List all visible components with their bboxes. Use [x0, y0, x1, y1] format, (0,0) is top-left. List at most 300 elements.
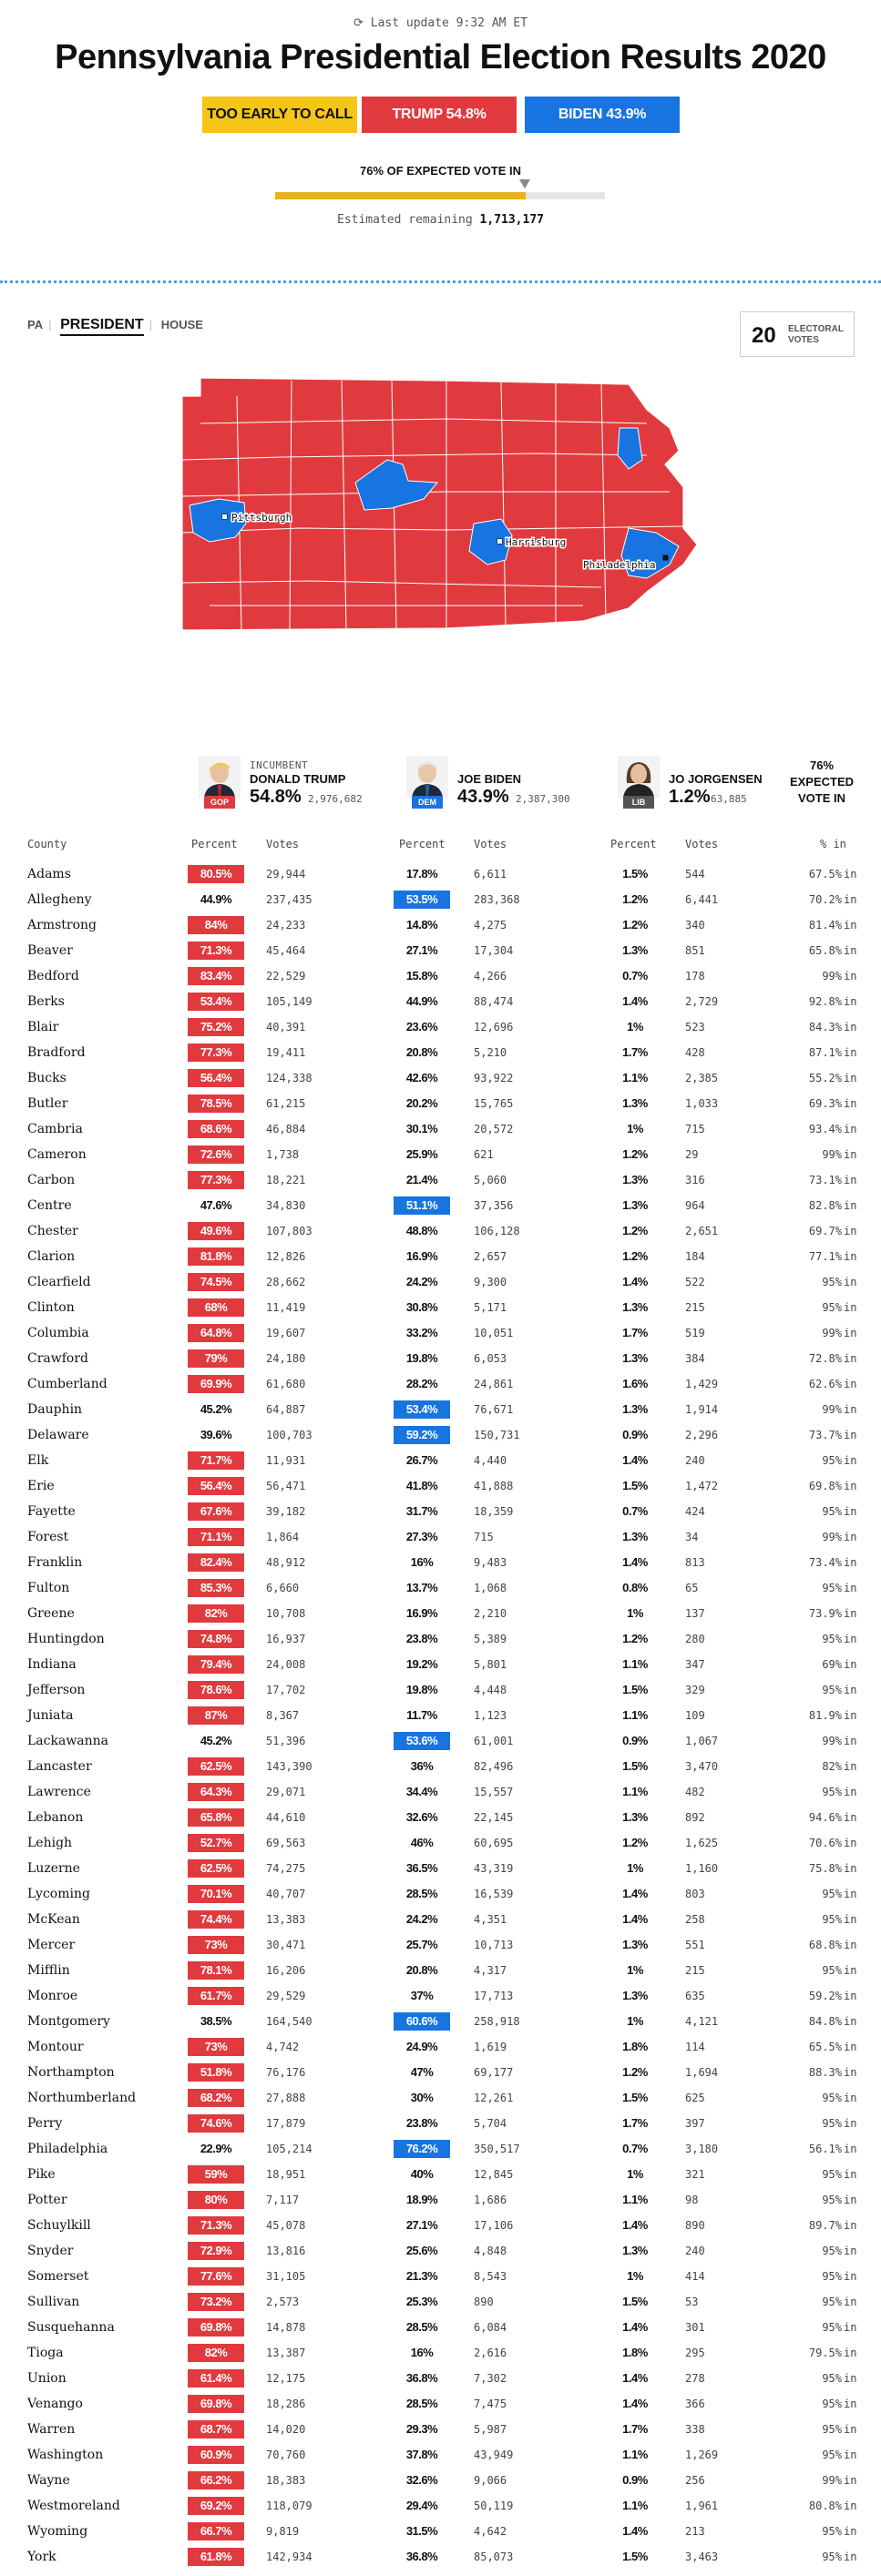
trump-pct: 78.6%	[188, 1681, 244, 1699]
biden-pct: 26.7%	[405, 1453, 438, 1467]
trump-pct: 56.4%	[188, 1069, 244, 1087]
biden-votes: 6,084	[474, 2321, 507, 2334]
table-row[interactable]	[0, 989, 881, 1014]
trump-pct: 77.3%	[188, 1171, 244, 1189]
pct-in-suffix: in	[844, 970, 857, 983]
biden-votes: 4,351	[474, 1913, 507, 1926]
pct-in: 65.8%	[808, 944, 842, 957]
pct-in-suffix: in	[844, 2041, 857, 2053]
table-row[interactable]	[0, 1065, 881, 1091]
biden-pct: 15.8%	[405, 969, 438, 983]
trump-votes: 18,221	[266, 1174, 306, 1186]
trump-pct: 68.7%	[188, 2420, 244, 2439]
biden-pct: 19.8%	[405, 1351, 438, 1365]
jorgensen-pct: 1.3%	[622, 1402, 648, 1416]
biden-pct: 27.1%	[405, 943, 438, 957]
county-name: Warren	[27, 2422, 76, 2437]
pct-in: 70.2%	[808, 893, 842, 906]
jorgensen-votes: 1,472	[685, 1480, 719, 1492]
table-row[interactable]	[0, 2060, 881, 2085]
biden-votes: 1,686	[474, 2194, 507, 2206]
biden-votes: 43,319	[474, 1862, 514, 1875]
jorgensen-votes: 3,470	[685, 1760, 719, 1773]
jorgensen-votes: 321	[685, 2168, 705, 2181]
column-percent-trump: Percent	[191, 838, 238, 850]
table-row[interactable]	[0, 2417, 881, 2442]
table-row[interactable]	[0, 1091, 881, 1116]
trump-pct: 78.5%	[188, 1095, 244, 1113]
remaining-value: 1,713,177	[479, 213, 544, 227]
jorgensen-votes: 340	[685, 919, 705, 932]
table-row[interactable]	[0, 1779, 881, 1805]
trump-pct: 49.6%	[188, 1222, 244, 1240]
last-update	[0, 16, 881, 30]
county-name: Lycoming	[27, 1887, 90, 1901]
trump-pct: 71.3%	[188, 942, 244, 960]
biden-pct: 36%	[410, 1759, 434, 1773]
biden-pct: 29.3%	[405, 2422, 438, 2436]
biden-votes: 5,060	[474, 1174, 507, 1186]
trump-votes: 29,529	[266, 1990, 306, 2002]
biden-votes: 715	[474, 1531, 494, 1543]
table-row[interactable]	[0, 1218, 881, 1244]
table-row[interactable]	[0, 2009, 881, 2034]
biden-pct: 29.4%	[405, 2499, 438, 2512]
county-name: Cambria	[27, 1122, 83, 1136]
trump-pct: 74.5%	[188, 1273, 244, 1291]
biden-pct: 28.5%	[405, 2320, 438, 2334]
table-row[interactable]	[0, 1728, 881, 1754]
county-name: Bradford	[27, 1045, 86, 1060]
jorgensen-pct: 1.2%	[622, 1224, 648, 1237]
table-row[interactable]	[0, 1371, 881, 1397]
jorgensen-pct: 0.8%	[622, 1581, 648, 1594]
expected-vote-label: EXPECTED VOTE IN	[789, 775, 855, 805]
jorgensen-votes: 851	[685, 944, 705, 957]
county-name: Montgomery	[27, 2014, 110, 2029]
trump-votes: 45,464	[266, 944, 306, 957]
pct-in-suffix: in	[844, 1403, 857, 1416]
table-row[interactable]	[0, 1040, 881, 1065]
table-row[interactable]	[0, 2085, 881, 2111]
table-row[interactable]	[0, 1320, 881, 1346]
table-row[interactable]	[0, 1881, 881, 1907]
jorgensen-votes: 397	[685, 2117, 705, 2130]
trump-votes: 18,383	[266, 2474, 306, 2487]
county-name: Bedford	[27, 969, 79, 983]
trump-pct: 74.8%	[188, 1630, 244, 1648]
pct-in-suffix: in	[844, 1607, 857, 1620]
table-row[interactable]	[0, 887, 881, 912]
table-row[interactable]	[0, 1448, 881, 1473]
trump-votes: 1,738	[266, 1148, 300, 1161]
jorgensen-pct: 1.2%	[622, 1632, 648, 1645]
jorgensen-votes: 347	[685, 1658, 705, 1671]
trump-votes: 118,079	[266, 2500, 312, 2512]
state-shape	[182, 378, 697, 630]
table-row[interactable]	[0, 2391, 881, 2417]
jorgensen-votes: 482	[685, 1786, 705, 1798]
pct-in-suffix: in	[844, 1939, 857, 1951]
biden-pct: 16%	[410, 2346, 434, 2359]
jorgensen-votes: 1,625	[685, 1837, 719, 1849]
biden-pct: 24.9%	[405, 2040, 438, 2053]
expected-vote-pct: 76%	[809, 759, 835, 772]
jorgensen-votes: 240	[685, 2245, 705, 2257]
biden-votes: 88,474	[474, 995, 514, 1008]
biden-pct: 30.8%	[405, 1300, 438, 1314]
pct-in: 95%	[822, 2449, 842, 2461]
jorgensen-pct: 1.6%	[622, 1377, 648, 1390]
table-row[interactable]	[0, 1142, 881, 1167]
pct-in: 59.2%	[808, 1990, 842, 2002]
jorgensen-votes: 519	[685, 1327, 705, 1339]
jorgensen-pct: 1.3%	[622, 1096, 648, 1110]
trump-pct: 69.9%	[188, 1375, 244, 1393]
trump-votes: 24,233	[266, 919, 306, 932]
jorgensen-pct: 1.4%	[622, 994, 648, 1008]
table-row[interactable]	[0, 2315, 881, 2340]
trump-votes: 2,573	[266, 2296, 300, 2308]
county-name: Lawrence	[27, 1785, 91, 1799]
table-row[interactable]	[0, 1167, 881, 1193]
jorgensen-pct: 1%	[627, 1606, 643, 1620]
pct-in: 82.8%	[808, 1199, 842, 1212]
jorgensen-votes: 338	[685, 2423, 705, 2436]
table-row[interactable]	[0, 1244, 881, 1269]
trump-votes: 39,182	[266, 1505, 306, 1518]
biden-votes: 76,671	[474, 1403, 514, 1416]
candidate-votes: 2,976,682	[308, 793, 363, 805]
trump-votes: 143,390	[266, 1760, 312, 1773]
biden-pct: 59.2%	[394, 1426, 450, 1444]
table-row[interactable]	[0, 1014, 881, 1040]
pct-in: 95%	[822, 1505, 842, 1518]
biden-pct: 14.8%	[405, 918, 438, 932]
avatar	[199, 756, 241, 798]
jorgensen-votes: 137	[685, 1607, 705, 1620]
tab-president[interactable]: PRESIDENT	[60, 317, 144, 336]
pct-in: 69.3%	[808, 1097, 842, 1110]
table-row[interactable]	[0, 2289, 881, 2315]
table-row[interactable]	[0, 2468, 881, 2493]
table-row[interactable]	[0, 1932, 881, 1958]
jorgensen-votes: 316	[685, 1174, 705, 1186]
table-row[interactable]	[0, 1856, 881, 1881]
trump-votes: 17,702	[266, 1684, 306, 1696]
trump-pct: 53.4%	[188, 993, 244, 1011]
table-row[interactable]	[0, 1397, 881, 1422]
table-header	[0, 838, 881, 854]
table-row[interactable]	[0, 1269, 881, 1295]
biden-pct: 25.3%	[405, 2295, 438, 2308]
pct-in: 92.8%	[808, 995, 842, 1008]
jorgensen-votes: 813	[685, 1556, 705, 1569]
trump-pct: 62.5%	[188, 1859, 244, 1878]
jorgensen-pct: 1.4%	[622, 2524, 648, 2538]
table-row[interactable]	[0, 2187, 881, 2213]
pct-in-suffix: in	[844, 1556, 857, 1569]
table-row[interactable]	[0, 1830, 881, 1856]
biden-pct: 18.9%	[405, 2193, 438, 2206]
trump-votes: 29,071	[266, 1786, 306, 1798]
pct-in: 69.8%	[808, 1480, 842, 1492]
trump-pct: 74.4%	[188, 1910, 244, 1929]
biden-pct: 28.5%	[405, 1887, 438, 1900]
trump-votes: 31,105	[266, 2270, 306, 2283]
progress-marker	[519, 179, 530, 188]
jorgensen-votes: 625	[685, 2092, 705, 2104]
jorgensen-pct: 1.7%	[622, 1045, 648, 1059]
trump-pct: 69.8%	[188, 2318, 244, 2337]
jorgensen-pct: 1.3%	[622, 1351, 648, 1365]
trump-votes: 16,206	[266, 1964, 306, 1977]
table-row[interactable]	[0, 1575, 881, 1601]
trump-pct: 64.8%	[188, 1324, 244, 1342]
table-row[interactable]	[0, 2519, 881, 2544]
trump-votes: 12,175	[266, 2372, 306, 2385]
pct-in: 56.1%	[808, 2143, 842, 2155]
county-name: Union	[27, 2371, 67, 2386]
pct-in-suffix: in	[844, 2372, 857, 2385]
trump-pct: 74.6%	[188, 2114, 244, 2133]
table-row[interactable]	[0, 1295, 881, 1320]
table-row[interactable]	[0, 1805, 881, 1830]
county-name: Delaware	[27, 1428, 89, 1442]
county-name: Tioga	[27, 2346, 64, 2360]
jorgensen-pct: 1.3%	[622, 1198, 648, 1212]
column-county: County	[27, 838, 67, 850]
race-tabs	[27, 317, 209, 333]
pct-in: 95%	[822, 2270, 842, 2283]
county-name: Mifflin	[27, 1963, 70, 1978]
pct-in: 95%	[822, 1454, 842, 1467]
table-row[interactable]	[0, 1983, 881, 2009]
biden-pct: 24.2%	[405, 1912, 438, 1926]
pct-in-suffix: in	[844, 1199, 857, 1212]
table-row[interactable]	[0, 1116, 881, 1142]
table-row[interactable]	[0, 1754, 881, 1779]
trump-votes: 18,951	[266, 2168, 306, 2181]
pct-in-suffix: in	[844, 1990, 857, 2002]
biden-pct: 19.2%	[405, 1657, 438, 1671]
candidate-pct: 1.2%	[669, 787, 711, 807]
table-row[interactable]	[0, 1473, 881, 1499]
pct-in-suffix: in	[844, 1097, 857, 1110]
pct-in: 88.3%	[808, 2066, 842, 2079]
table-row[interactable]	[0, 1601, 881, 1626]
pct-in-suffix: in	[844, 1862, 857, 1875]
table-row[interactable]	[0, 2111, 881, 2136]
jorgensen-votes: 890	[685, 2219, 705, 2232]
biden-votes: 18,359	[474, 1505, 514, 1518]
trump-pct: 68%	[188, 1298, 244, 1317]
table-row[interactable]	[0, 1907, 881, 1932]
candidate-votes: 63,885	[711, 793, 747, 805]
jorgensen-votes: 301	[685, 2321, 705, 2334]
table-row[interactable]	[0, 2136, 881, 2162]
jorgensen-pct: 1.1%	[622, 2193, 648, 2206]
trump-votes: 105,214	[266, 2143, 312, 2155]
table-row[interactable]	[0, 938, 881, 963]
jorgensen-pct: 0.9%	[622, 2473, 648, 2487]
biden-pct: 21.3%	[405, 2269, 438, 2283]
biden-votes: 106,128	[474, 1225, 520, 1237]
county-name: Westmoreland	[27, 2499, 120, 2513]
trump-pct: 77.3%	[188, 1044, 244, 1062]
jorgensen-votes: 258	[685, 1913, 705, 1926]
trump-votes: 27,888	[266, 2092, 306, 2104]
table-row[interactable]	[0, 861, 881, 887]
trump-votes: 74,275	[266, 1862, 306, 1875]
trump-votes: 10,708	[266, 1607, 306, 1620]
refresh-icon: ⟳	[353, 16, 364, 30]
jorgensen-votes: 3,463	[685, 2551, 719, 2563]
pct-in: 73.9%	[808, 1607, 842, 1620]
pct-in-suffix: in	[844, 1148, 857, 1161]
county-name: Clearfield	[27, 1275, 91, 1289]
pct-in-suffix: in	[844, 1658, 857, 1671]
tab-house[interactable]: HOUSE	[160, 318, 203, 331]
jorgensen-pct: 1.4%	[622, 2397, 648, 2410]
jorgensen-pct: 1.4%	[622, 2320, 648, 2334]
pct-in-suffix: in	[844, 2117, 857, 2130]
table-row[interactable]	[0, 1550, 881, 1575]
jorgensen-pct: 1.2%	[622, 1147, 648, 1161]
table-row[interactable]	[0, 1703, 881, 1728]
pct-in: 95%	[822, 2525, 842, 2538]
tab-pa[interactable]: PA	[27, 318, 44, 331]
trump-votes: 18,286	[266, 2398, 306, 2410]
table-row[interactable]	[0, 2264, 881, 2289]
county-name: Berks	[27, 994, 65, 1009]
jorgensen-pct: 1%	[627, 2269, 643, 2283]
table-row[interactable]	[0, 2238, 881, 2264]
table-row[interactable]	[0, 912, 881, 938]
pct-in-suffix: in	[844, 2423, 857, 2436]
jorgensen-pct: 1.3%	[622, 1300, 648, 1314]
trump-votes: 70,760	[266, 2449, 306, 2461]
pct-in: 62.6%	[808, 1378, 842, 1390]
table-row[interactable]	[0, 1958, 881, 1983]
biden-pct: 53.5%	[394, 891, 450, 909]
biden-pct: 25.7%	[405, 1938, 438, 1951]
pct-in-suffix: in	[844, 1123, 857, 1135]
trump-pct: 73%	[188, 2038, 244, 2056]
philadelphia-marker	[663, 555, 668, 560]
table-row[interactable]	[0, 2340, 881, 2366]
trump-votes: 64,887	[266, 1403, 306, 1416]
electoral-votes-label: ELECTORAL VOTES	[788, 324, 844, 345]
trump-votes: 124,338	[266, 1072, 312, 1084]
biden-pct: 37%	[410, 1989, 434, 2002]
jorgensen-votes: 256	[685, 2474, 705, 2487]
pct-in-suffix: in	[844, 1225, 857, 1237]
harrisburg-marker	[497, 539, 502, 544]
biden-pct: 16%	[410, 1555, 434, 1569]
table-row[interactable]	[0, 1422, 881, 1448]
table-row[interactable]	[0, 1677, 881, 1703]
table-row[interactable]	[0, 2544, 881, 2570]
table-row[interactable]	[0, 2034, 881, 2060]
biden-votes: 5,987	[474, 2423, 507, 2436]
table-row[interactable]	[0, 2213, 881, 2238]
table-row[interactable]	[0, 1346, 881, 1371]
biden-votes: 41,888	[474, 1480, 514, 1492]
pct-in-suffix: in	[844, 995, 857, 1008]
trump-votes: 237,435	[266, 893, 312, 906]
county-map[interactable]	[173, 373, 720, 701]
pct-in-suffix: in	[844, 1327, 857, 1339]
county-name: Indiana	[27, 1657, 77, 1672]
pct-in-suffix: in	[844, 1735, 857, 1747]
jorgensen-pct: 1.3%	[622, 1173, 648, 1186]
table-row[interactable]	[0, 1193, 881, 1218]
biden-total-badge: BIDEN 43.9%	[525, 97, 680, 133]
tab-separator: |	[149, 318, 153, 331]
trump-pct: 61.7%	[188, 1987, 244, 2005]
trump-votes: 142,934	[266, 2551, 312, 2563]
jorgensen-pct: 1.5%	[622, 2295, 648, 2308]
jorgensen-votes: 1,067	[685, 1735, 719, 1747]
pct-in-suffix: in	[844, 1633, 857, 1645]
trump-pct: 66.2%	[188, 2471, 244, 2489]
table-row[interactable]	[0, 2442, 881, 2468]
pct-in-suffix: in	[844, 1352, 857, 1365]
jorgensen-votes: 523	[685, 1021, 705, 1033]
biden-pct: 36.5%	[405, 1861, 438, 1875]
county-name: Allegheny	[27, 892, 92, 907]
table-row[interactable]	[0, 1652, 881, 1677]
biden-pct: 36.8%	[405, 2371, 438, 2385]
jorgensen-pct: 1.5%	[622, 2550, 648, 2563]
pct-in: 70.6%	[808, 1837, 842, 1849]
table-row[interactable]	[0, 2366, 881, 2391]
pct-in-suffix: in	[844, 1429, 857, 1441]
trump-pct: 56.4%	[188, 1477, 244, 1495]
table-row[interactable]	[0, 2493, 881, 2519]
table-row[interactable]	[0, 2162, 881, 2187]
pct-in: 68.8%	[808, 1939, 842, 1951]
trump-pct: 22.9%	[200, 2142, 232, 2155]
estimated-remaining	[0, 213, 881, 227]
county-name: Washington	[27, 2448, 104, 2462]
divider	[0, 280, 881, 283]
trump-votes: 164,540	[266, 2015, 312, 2028]
pct-in-suffix: in	[844, 1480, 857, 1492]
table-row[interactable]	[0, 1499, 881, 1524]
jorgensen-pct: 1.1%	[622, 1785, 648, 1798]
table-row[interactable]	[0, 1626, 881, 1652]
expected-vote-header	[785, 758, 858, 807]
biden-pct: 60.6%	[394, 2012, 450, 2031]
last-update-text: Last update 9:32 AM ET	[370, 16, 528, 30]
biden-pct: 28.2%	[405, 1377, 438, 1390]
column-percent-biden: Percent	[399, 838, 446, 850]
pct-in: 75.8%	[808, 1862, 842, 1875]
county-name: Clinton	[27, 1300, 75, 1315]
biden-pct: 24.2%	[405, 1275, 438, 1288]
jorgensen-pct: 1%	[627, 1122, 643, 1135]
jorgensen-votes: 240	[685, 1454, 705, 1467]
pct-in: 95%	[822, 2245, 842, 2257]
county-name: Monroe	[27, 1989, 78, 2003]
jorgensen-votes: 215	[685, 1301, 705, 1314]
table-row[interactable]	[0, 963, 881, 989]
pct-in-suffix: in	[844, 1709, 857, 1722]
county-name: Erie	[27, 1479, 55, 1493]
table-row[interactable]	[0, 1524, 881, 1550]
